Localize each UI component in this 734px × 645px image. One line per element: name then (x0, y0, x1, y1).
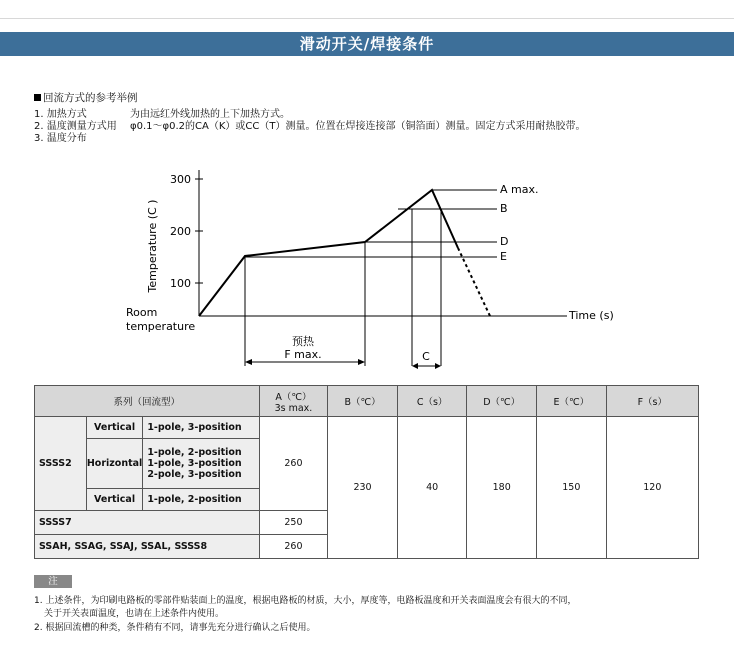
position-spec: 1-pole, 3-position (143, 417, 259, 439)
info-value: 为由远红外线加热的上下加热方式。 (130, 109, 290, 120)
a-value-ssss7: 250 (259, 511, 328, 535)
room-label: Room (126, 306, 158, 319)
c-arrow-left-icon (412, 363, 418, 369)
y-tick-label: 200 (170, 225, 191, 238)
series-others: SSAH, SSAG, SSAJ, SSAL, SSSS8 (35, 535, 260, 559)
header-series: 系列（回流型） (35, 386, 260, 417)
info-value: φ0.1～φ0.2的CA（K）或CC（T）测量。位置在焊接连接部（铜箔面）测量。固定方式采用耐热胶带。 (130, 121, 586, 132)
y-tick-label: 300 (170, 173, 191, 186)
header-c: C（s） (397, 386, 467, 417)
header-a-line1: A（℃） (275, 391, 312, 403)
f-arrow-left-icon (245, 359, 252, 365)
marker-label-e: E (500, 250, 507, 263)
note-line: 关于开关表面温度，也请在上述条件内使用。 (44, 609, 225, 619)
y-tick-label: 100 (170, 277, 191, 290)
orientation-horizontal: Horizontal (86, 439, 142, 489)
position-line: 2-pole, 3-position (147, 469, 242, 480)
d-value: 180 (467, 417, 537, 559)
note-line: 2. 根据回流槽的种类，条件稍有不同，请事先充分进行确认之后使用。 (34, 623, 316, 633)
note-line: 1. 上述条件，为印刷电路板的零部件贴装面上的温度，根据电路板的材质，大小，厚度等，电路板温度和开关表面温度会有很大的不同， (34, 596, 577, 606)
position-line: 1-pole, 2-position (147, 447, 242, 458)
c-arrow-right-icon (435, 363, 441, 369)
preheat-f-label: F max. (284, 348, 322, 361)
f-value: 120 (606, 417, 698, 559)
header-b: B（℃） (328, 386, 398, 417)
soldering-conditions-table (34, 385, 699, 559)
cooling-curve-dashed (458, 248, 490, 316)
info-label: 2. 温度测量方式用 (34, 121, 117, 132)
orientation-vertical: Vertical (86, 417, 142, 439)
info-label: 1. 加热方式 (34, 109, 87, 120)
header-a-line2: 3s max. (274, 402, 313, 414)
header-e: E（℃） (537, 386, 607, 417)
orientation-vertical: Vertical (86, 489, 142, 511)
c-label: C (422, 350, 430, 363)
page-title: 滑动开关/焊接条件 (299, 35, 435, 53)
series-ssss7: SSSS7 (35, 511, 260, 535)
f-arrow-right-icon (358, 359, 365, 365)
x-axis-label: Time (s) (569, 309, 614, 322)
c-value: 40 (397, 417, 467, 559)
b-value: 230 (328, 417, 398, 559)
y-axis-label: Temperature (C ) (146, 199, 159, 293)
e-value: 150 (537, 417, 607, 559)
marker-label-b: B (500, 202, 508, 215)
marker-label-d: D (500, 235, 509, 248)
position-line: 1-pole, 3-position (147, 458, 242, 469)
header-d: D（℃） (467, 386, 537, 417)
header-a (259, 386, 328, 417)
a-value-others: 260 (259, 535, 328, 559)
header-f: F（s） (606, 386, 698, 417)
info-label: 3. 温度分布 (34, 133, 87, 144)
series-ssss2: SSSS2 (35, 417, 87, 511)
room-label: temperature (126, 320, 196, 333)
marker-label-a: A max. (500, 183, 539, 196)
a-value-ssss2: 260 (259, 417, 328, 511)
position-spec (143, 439, 259, 489)
section-heading-text: 回流方式的参考举例 (43, 92, 138, 104)
preheat-label: 预热 (292, 335, 314, 348)
position-spec: 1-pole, 2-position (143, 489, 259, 511)
notes-label: 注 (34, 575, 72, 588)
